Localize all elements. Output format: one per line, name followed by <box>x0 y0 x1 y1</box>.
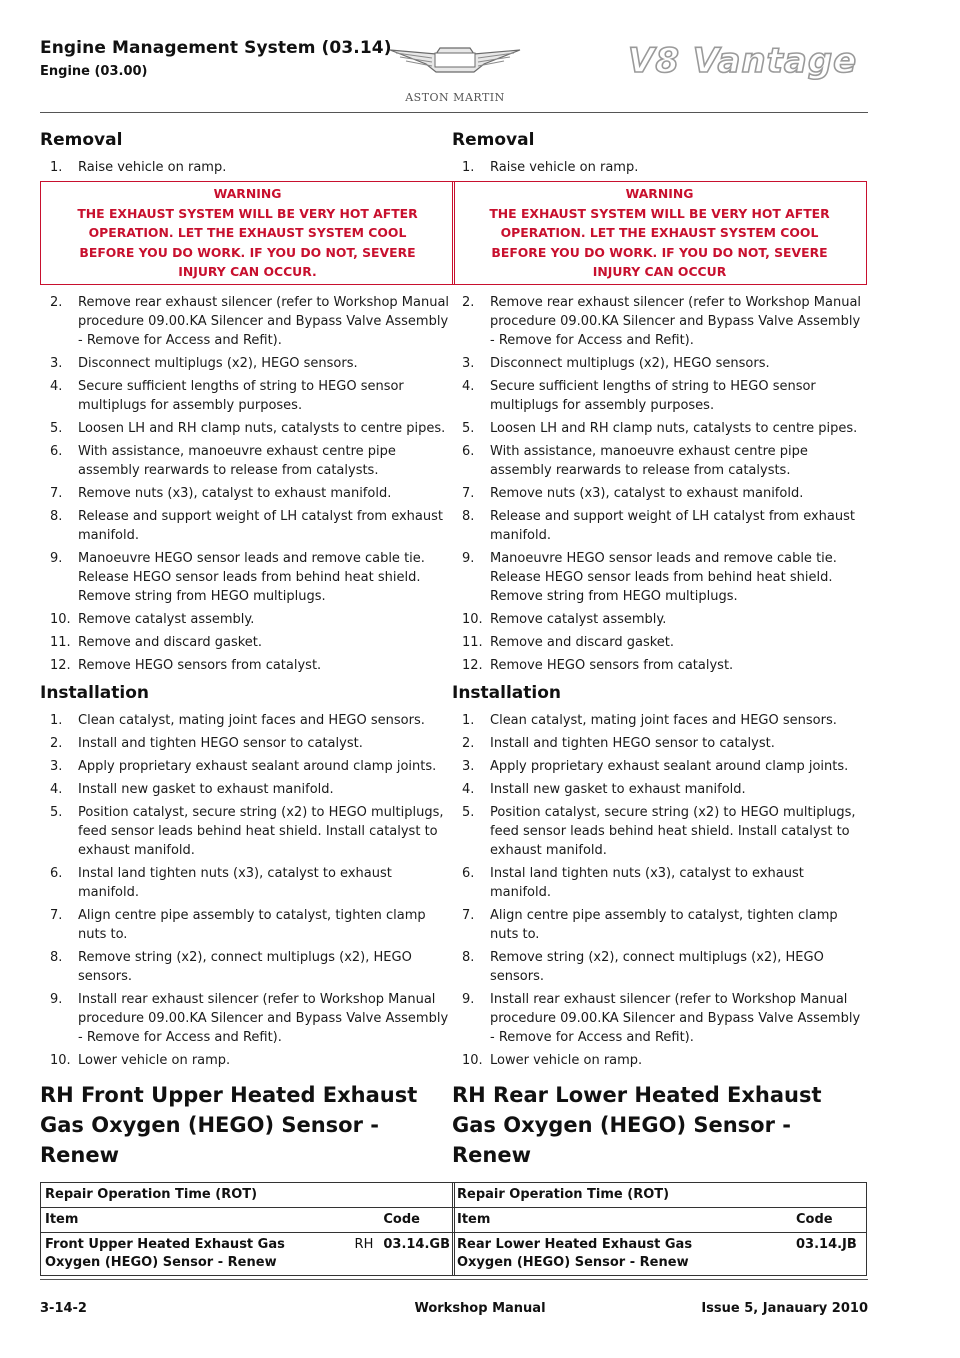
removal-steps <box>40 293 455 675</box>
step-text: Lower vehicle on ramp. <box>490 1052 643 1068</box>
step-text: Disconnect multiplugs (x2), HEGO sensors. <box>490 355 770 371</box>
step-number: 6. <box>50 443 63 459</box>
step-text: Remove catalyst assembly. <box>490 611 667 627</box>
step-item <box>452 757 867 776</box>
step-number: 6. <box>462 443 475 459</box>
step-text: With assistance, manoeuvre exhaust centre pipe assembly rearwards to release from catalysts. <box>78 443 396 478</box>
step-item <box>40 484 455 503</box>
section-title: RH Front Upper Heated Exhaust Gas Oxygen (HEGO) Sensor - Renew <box>40 1082 418 1167</box>
step-item <box>40 656 455 675</box>
step-number: 8. <box>462 508 475 524</box>
step-text: Manoeuvre HEGO sensor leads and remove cable tie. Release HEGO sensor leads from behind heat shield. Remove string from HEGO multiplugs. <box>490 550 837 604</box>
rot-row-code: 03.14.GB <box>379 1232 454 1275</box>
manual-name: Workshop Manual <box>414 1301 546 1316</box>
step-item <box>40 354 455 373</box>
step-item <box>40 990 455 1047</box>
right-column <box>452 130 867 1276</box>
warning-line: INJURY CAN OCCUR. <box>178 264 317 279</box>
step-item <box>40 711 455 730</box>
step-item <box>40 734 455 753</box>
step-number: 5. <box>462 804 475 820</box>
step-text: Loosen LH and RH clamp nuts, catalysts to centre pipes. <box>490 420 858 436</box>
step-item <box>40 377 455 415</box>
step-text: Clean catalyst, mating joint faces and HEGO sensors. <box>490 712 837 728</box>
step-number: 8. <box>462 949 475 965</box>
step-number: 4. <box>50 378 63 394</box>
step-number: 3. <box>50 355 63 371</box>
step-text: Remove string (x2), connect multiplugs (x2), HEGO sensors. <box>78 949 412 984</box>
step-text: Lower vehicle on ramp. <box>78 1052 231 1068</box>
warning-line: OPERATION. LET THE EXHAUST SYSTEM COOL <box>88 225 407 240</box>
step-number: 9. <box>462 550 475 566</box>
step-item <box>40 158 455 177</box>
step-text: Raise vehicle on ramp. <box>490 160 639 175</box>
step-number: 8. <box>50 949 63 965</box>
removal-heading: Removal <box>452 130 535 150</box>
step-text: Install and tighten HEGO sensor to catalyst. <box>78 735 363 751</box>
step-number: 4. <box>50 781 63 797</box>
rot-col-item: Item <box>41 1207 340 1232</box>
step-item <box>452 293 867 350</box>
footer-rule <box>40 1279 868 1280</box>
step-item <box>40 507 455 545</box>
step-number: 9. <box>462 991 475 1007</box>
step-number: 1. <box>462 712 475 728</box>
step-item <box>452 906 867 944</box>
step-number: 4. <box>462 781 475 797</box>
step-number: 2. <box>50 294 63 310</box>
installation-heading: Installation <box>40 682 150 703</box>
step-number: 10. <box>50 1052 71 1068</box>
step-item <box>452 633 867 652</box>
warning-label: WARNING <box>625 186 694 201</box>
step-text: Clean catalyst, mating joint faces and HEGO sensors. <box>78 712 425 728</box>
step-item <box>452 549 867 606</box>
rot-table <box>452 1182 867 1276</box>
step-text: Apply proprietary exhaust sealant around clamp joints. <box>78 758 437 774</box>
model-logo-text: V8 Vantage <box>628 41 858 81</box>
rot-table-title: Repair Operation Time (ROT) <box>453 1182 867 1207</box>
step-text: Secure sufficient lengths of string to HEGO sensor multiplugs for assembly purposes. <box>490 378 816 413</box>
step-number: 2. <box>462 294 475 310</box>
step-item <box>40 633 455 652</box>
step-number: 3. <box>462 355 475 371</box>
step-item <box>452 1051 867 1070</box>
step-text: Remove rear exhaust silencer (refer to Workshop Manual procedure 09.00.KA Silencer and Bypass Valve Assembly - Remove for Access and Refit). <box>490 294 862 348</box>
step-number: 8. <box>50 508 63 524</box>
step-item <box>40 906 455 944</box>
step-item <box>452 484 867 503</box>
removal-heading: Removal <box>40 130 123 150</box>
step-number: 9. <box>50 991 63 1007</box>
step-text: Install and tighten HEGO sensor to catalyst. <box>490 735 775 751</box>
step-text: Install new gasket to exhaust manifold. <box>78 781 334 797</box>
page-subtitle: Engine (03.00) <box>40 64 148 79</box>
step-text: Remove HEGO sensors from catalyst. <box>490 657 734 673</box>
step-text: Remove catalyst assembly. <box>78 611 255 627</box>
rot-col-code: Code <box>379 1207 454 1232</box>
step-text: Instal land tighten nuts (x3), catalyst to exhaust manifold. <box>490 865 804 900</box>
step-item <box>452 442 867 480</box>
step-text: Position catalyst, secure string (x2) to HEGO multiplugs, feed sensor leads behind heat shield. Install catalyst to exhaust manifold. <box>490 804 856 858</box>
step-item <box>40 948 455 986</box>
installation-steps <box>40 711 455 1070</box>
step-number: 2. <box>462 735 475 751</box>
rot-row-code: 03.14.JB <box>792 1232 867 1275</box>
step-number: 10. <box>50 611 71 627</box>
step-text: Secure sufficient lengths of string to HEGO sensor multiplugs for assembly purposes. <box>78 378 404 413</box>
step-item <box>40 757 455 776</box>
step-item <box>40 610 455 629</box>
rot-table-title: Repair Operation Time (ROT) <box>41 1182 455 1207</box>
step-text: Remove nuts (x3), catalyst to exhaust manifold. <box>490 485 804 501</box>
step-number: 3. <box>50 758 63 774</box>
step-item <box>40 419 455 438</box>
v8-vantage-logo <box>624 36 864 84</box>
removal-steps <box>452 293 867 675</box>
rot-col-code: Code <box>792 1207 867 1232</box>
step-item <box>452 948 867 986</box>
step-number: 1. <box>50 160 63 175</box>
step-item <box>452 158 867 177</box>
step-text: Release and support weight of LH catalyst from exhaust manifold. <box>490 508 855 543</box>
rot-row-item: Rear Lower Heated Exhaust Gas Oxygen (HEGO) Sensor - Renew <box>453 1232 753 1275</box>
step-text: Remove rear exhaust silencer (refer to Workshop Manual procedure 09.00.KA Silencer and Bypass Valve Assembly - Remove for Access and Refit). <box>78 294 450 348</box>
step-text: Align centre pipe assembly to catalyst, tighten clamp nuts to. <box>490 907 838 942</box>
step-number: 10. <box>462 1052 483 1068</box>
step-number: 9. <box>50 550 63 566</box>
step-number: 5. <box>50 420 63 436</box>
step-item <box>452 734 867 753</box>
warning-box <box>452 181 867 285</box>
step-text: Remove HEGO sensors from catalyst. <box>78 657 322 673</box>
step-number: 5. <box>50 804 63 820</box>
step-text: With assistance, manoeuvre exhaust centre pipe assembly rearwards to release from catalysts. <box>490 443 808 478</box>
step-number: 4. <box>462 378 475 394</box>
removal-steps-first <box>452 158 867 177</box>
step-item <box>40 442 455 480</box>
step-text: Raise vehicle on ramp. <box>78 160 227 175</box>
step-text: Install rear exhaust silencer (refer to Workshop Manual procedure 09.00.KA Silencer and Bypass Valve Assembly - Remove for Access and Refit). <box>78 991 449 1045</box>
step-text: Remove nuts (x3), catalyst to exhaust manifold. <box>78 485 392 501</box>
aston-martin-logo <box>388 36 522 108</box>
step-number: 1. <box>462 160 475 175</box>
step-number: 2. <box>50 735 63 751</box>
step-number: 6. <box>50 865 63 881</box>
step-item <box>40 549 455 606</box>
step-number: 7. <box>50 907 63 923</box>
step-number: 11. <box>462 634 483 650</box>
step-text: Remove and discard gasket. <box>78 634 263 650</box>
rot-table <box>40 1182 455 1276</box>
rot-col-item: Item <box>453 1207 753 1232</box>
issue-date: Issue 5, Janauary 2010 <box>701 1301 868 1316</box>
step-item <box>40 293 455 350</box>
step-number: 12. <box>462 657 483 673</box>
step-number: 5. <box>462 420 475 436</box>
step-item <box>452 610 867 629</box>
logo-text: ASTON MARTIN <box>405 91 505 104</box>
left-column <box>40 130 455 1276</box>
warning-line: THE EXHAUST SYSTEM WILL BE VERY HOT AFTER <box>77 205 418 221</box>
step-item <box>452 803 867 860</box>
step-text: Remove string (x2), connect multiplugs (x2), HEGO sensors. <box>490 949 824 984</box>
warning-box <box>40 181 455 285</box>
step-number: 7. <box>50 485 63 501</box>
warning-line: INJURY CAN OCCUR <box>592 264 727 279</box>
rot-row-side <box>752 1232 792 1275</box>
installation-heading: Installation <box>452 682 562 703</box>
step-item <box>452 377 867 415</box>
step-number: 12. <box>50 657 71 673</box>
step-text: Loosen LH and RH clamp nuts, catalysts to centre pipes. <box>78 420 446 436</box>
step-number: 3. <box>462 758 475 774</box>
rot-row-side: RH <box>339 1232 379 1275</box>
step-text: Release and support weight of LH catalyst from exhaust manifold. <box>78 508 443 543</box>
page-number: 3-14-2 <box>40 1301 87 1316</box>
step-number: 6. <box>462 865 475 881</box>
step-item <box>40 864 455 902</box>
warning-label: WARNING <box>213 186 282 201</box>
section-title: RH Rear Lower Heated Exhaust Gas Oxygen (HEGO) Sensor - Renew <box>452 1082 822 1167</box>
step-text: Align centre pipe assembly to catalyst, tighten clamp nuts to. <box>78 907 426 942</box>
removal-steps-first <box>40 158 455 177</box>
wings-emblem-icon <box>388 36 522 88</box>
step-item <box>452 507 867 545</box>
step-item <box>452 780 867 799</box>
step-number: 11. <box>50 634 71 650</box>
step-item <box>452 656 867 675</box>
step-item <box>452 990 867 1047</box>
warning-line: OPERATION. LET THE EXHAUST SYSTEM COOL <box>500 225 819 240</box>
step-text: Manoeuvre HEGO sensor leads and remove cable tie. Release HEGO sensor leads from behind heat shield. Remove string from HEGO multiplugs. <box>78 550 425 604</box>
warning-line: THE EXHAUST SYSTEM WILL BE VERY HOT AFTER <box>489 205 830 221</box>
step-text: Remove and discard gasket. <box>490 634 675 650</box>
step-item <box>452 711 867 730</box>
step-text: Apply proprietary exhaust sealant around clamp joints. <box>490 758 849 774</box>
warning-line: BEFORE YOU DO WORK. IF YOU DO NOT, SEVERE <box>491 244 828 260</box>
step-item <box>452 354 867 373</box>
installation-steps <box>452 711 867 1070</box>
step-number: 7. <box>462 485 475 501</box>
step-text: Disconnect multiplugs (x2), HEGO sensors. <box>78 355 358 371</box>
step-number: 1. <box>50 712 63 728</box>
step-number: 10. <box>462 611 483 627</box>
step-item <box>452 419 867 438</box>
step-text: Install new gasket to exhaust manifold. <box>490 781 746 797</box>
step-text: Install rear exhaust silencer (refer to Workshop Manual procedure 09.00.KA Silencer and Bypass Valve Assembly - Remove for Access and Refit). <box>490 991 861 1045</box>
step-item <box>40 780 455 799</box>
rot-row-item: Front Upper Heated Exhaust Gas Oxygen (HEGO) Sensor - Renew <box>41 1232 340 1275</box>
step-item <box>40 803 455 860</box>
step-text: Instal land tighten nuts (x3), catalyst to exhaust manifold. <box>78 865 392 900</box>
step-item <box>452 864 867 902</box>
step-number: 7. <box>462 907 475 923</box>
step-item <box>40 1051 455 1070</box>
header-rule <box>40 112 868 113</box>
page-title: Engine Management System (03.14) <box>40 38 392 58</box>
step-text: Position catalyst, secure string (x2) to HEGO multiplugs, feed sensor leads behind heat shield. Install catalyst to exhaust manifold. <box>78 804 444 858</box>
warning-line: BEFORE YOU DO WORK. IF YOU DO NOT, SEVERE <box>79 244 416 260</box>
